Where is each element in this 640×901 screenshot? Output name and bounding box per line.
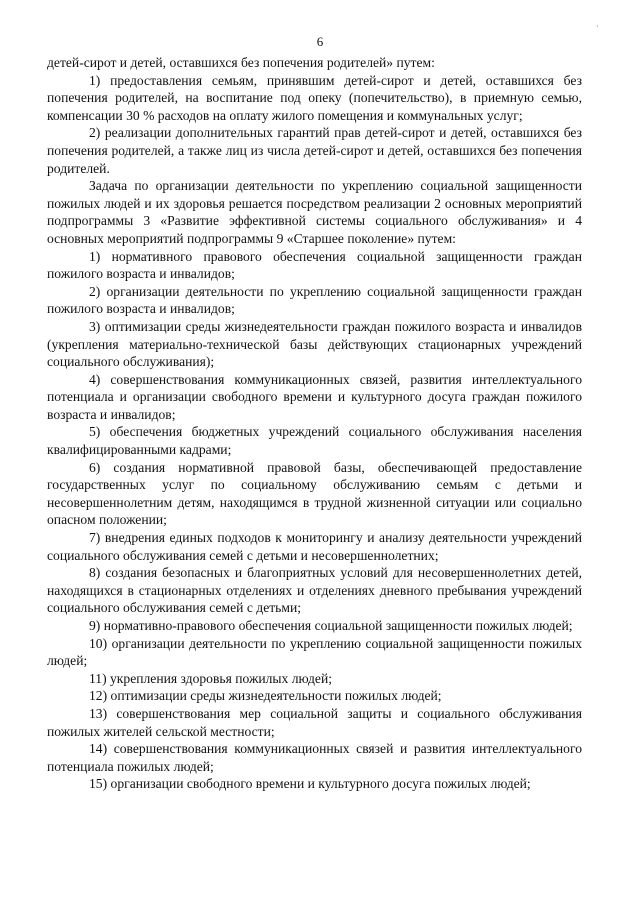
paragraph: 2) реализации дополнительных гарантий прав детей-сирот и детей, оставшихся без попечения родителей, а также лиц из числа детей-сирот и детей, оставшихся без попечения родителей.: [47, 125, 582, 176]
paragraph: 12) оптимизации среды жизнедеятельности пожилых людей;: [89, 688, 442, 704]
page-number: 6: [316, 34, 324, 49]
paragraph: 2) организации деятельности по укреплению социальной защищенности граждан пожилого возраста и инвалидов;: [47, 283, 582, 317]
paragraph: 8) создания безопасных и благоприятных условий для несовершеннолетних детей, находящихся в стационарных отделениях и отделениях дневного пребывания учреждений социального обслуживания семей с детьми;: [47, 565, 582, 616]
paragraph: 1) нормативного правового обеспечения социальной защищенности граждан пожилого возраста и инвалидов;: [47, 248, 582, 282]
paragraph: 1) предоставления семьям, принявшим детей-сирот и детей, оставшихся без попечения родителей, на воспитание под опеку (попечительство), в приемную семью, компенсации 30 % расходов на оплату жилого помещения и коммунальных услуг;: [47, 72, 582, 123]
paragraph: 15) организации свободного времени и культурного досуга пожилых людей;: [89, 776, 531, 792]
paragraph: 13) совершенствования мер социальной защиты и социального обслуживания пожилых жителей сельской местности;: [47, 705, 582, 739]
paragraph: 5) обеспечения бюджетных учреждений социального обслуживания населения квалифицированными кадрами;: [47, 424, 582, 458]
paragraph: 14) совершенствования коммуникационных связей и развития интеллектуального потенциала пожилых людей;: [47, 741, 582, 774]
paragraph: 11) укрепления здоровья пожилых людей;: [89, 670, 333, 686]
paragraph: 6) создания нормативной правовой базы, обеспечивающей предоставление государственных услуг по социальному обслуживанию семьям с детьми и несовершеннолетним детям, находящимся в трудной жизненной ситуации или социально опасном положении;: [47, 459, 582, 528]
paragraph: 10) организации деятельности по укреплению социальной защищенности пожилых людей;: [47, 635, 582, 669]
paragraph-continuation: детей-сирот и детей, оставшихся без попечения родителей» путем:: [47, 55, 435, 70]
paragraph: 9) нормативно-правового обеспечения социальной защищенности пожилых людей;: [89, 618, 573, 633]
paragraph: 4) совершенствования коммуникационных связей, развития интеллектуального потенциала и организации свободного времени и культурного досуга граждан пожилого возраста и инвалидов;: [47, 371, 582, 422]
paragraph: Задача по организации деятельности по укреплению социальной защищенности пожилых людей и их здоровья решается посредством реализации 2 основных мероприятий подпрограммы 3 «Развитие эффективной системы социального обслуживания» и 4 основных мероприятий подпрограммы 9 «Старшее поколение» путем:: [47, 178, 582, 246]
paragraph: 3) оптимизации среды жизнедеятельности граждан пожилого возраста и инвалидов (укрепления материально-технической базы действующих стационарных учреждений социального обслуживания);: [47, 318, 582, 370]
paragraph: 7) внедрения единых подходов к мониторингу и анализу деятельности учреждений социального обслуживания семей с детьми и несовершеннолетних;: [47, 530, 582, 563]
document-body: [47, 54, 582, 793]
corner-mark: ·: [596, 22, 599, 31]
